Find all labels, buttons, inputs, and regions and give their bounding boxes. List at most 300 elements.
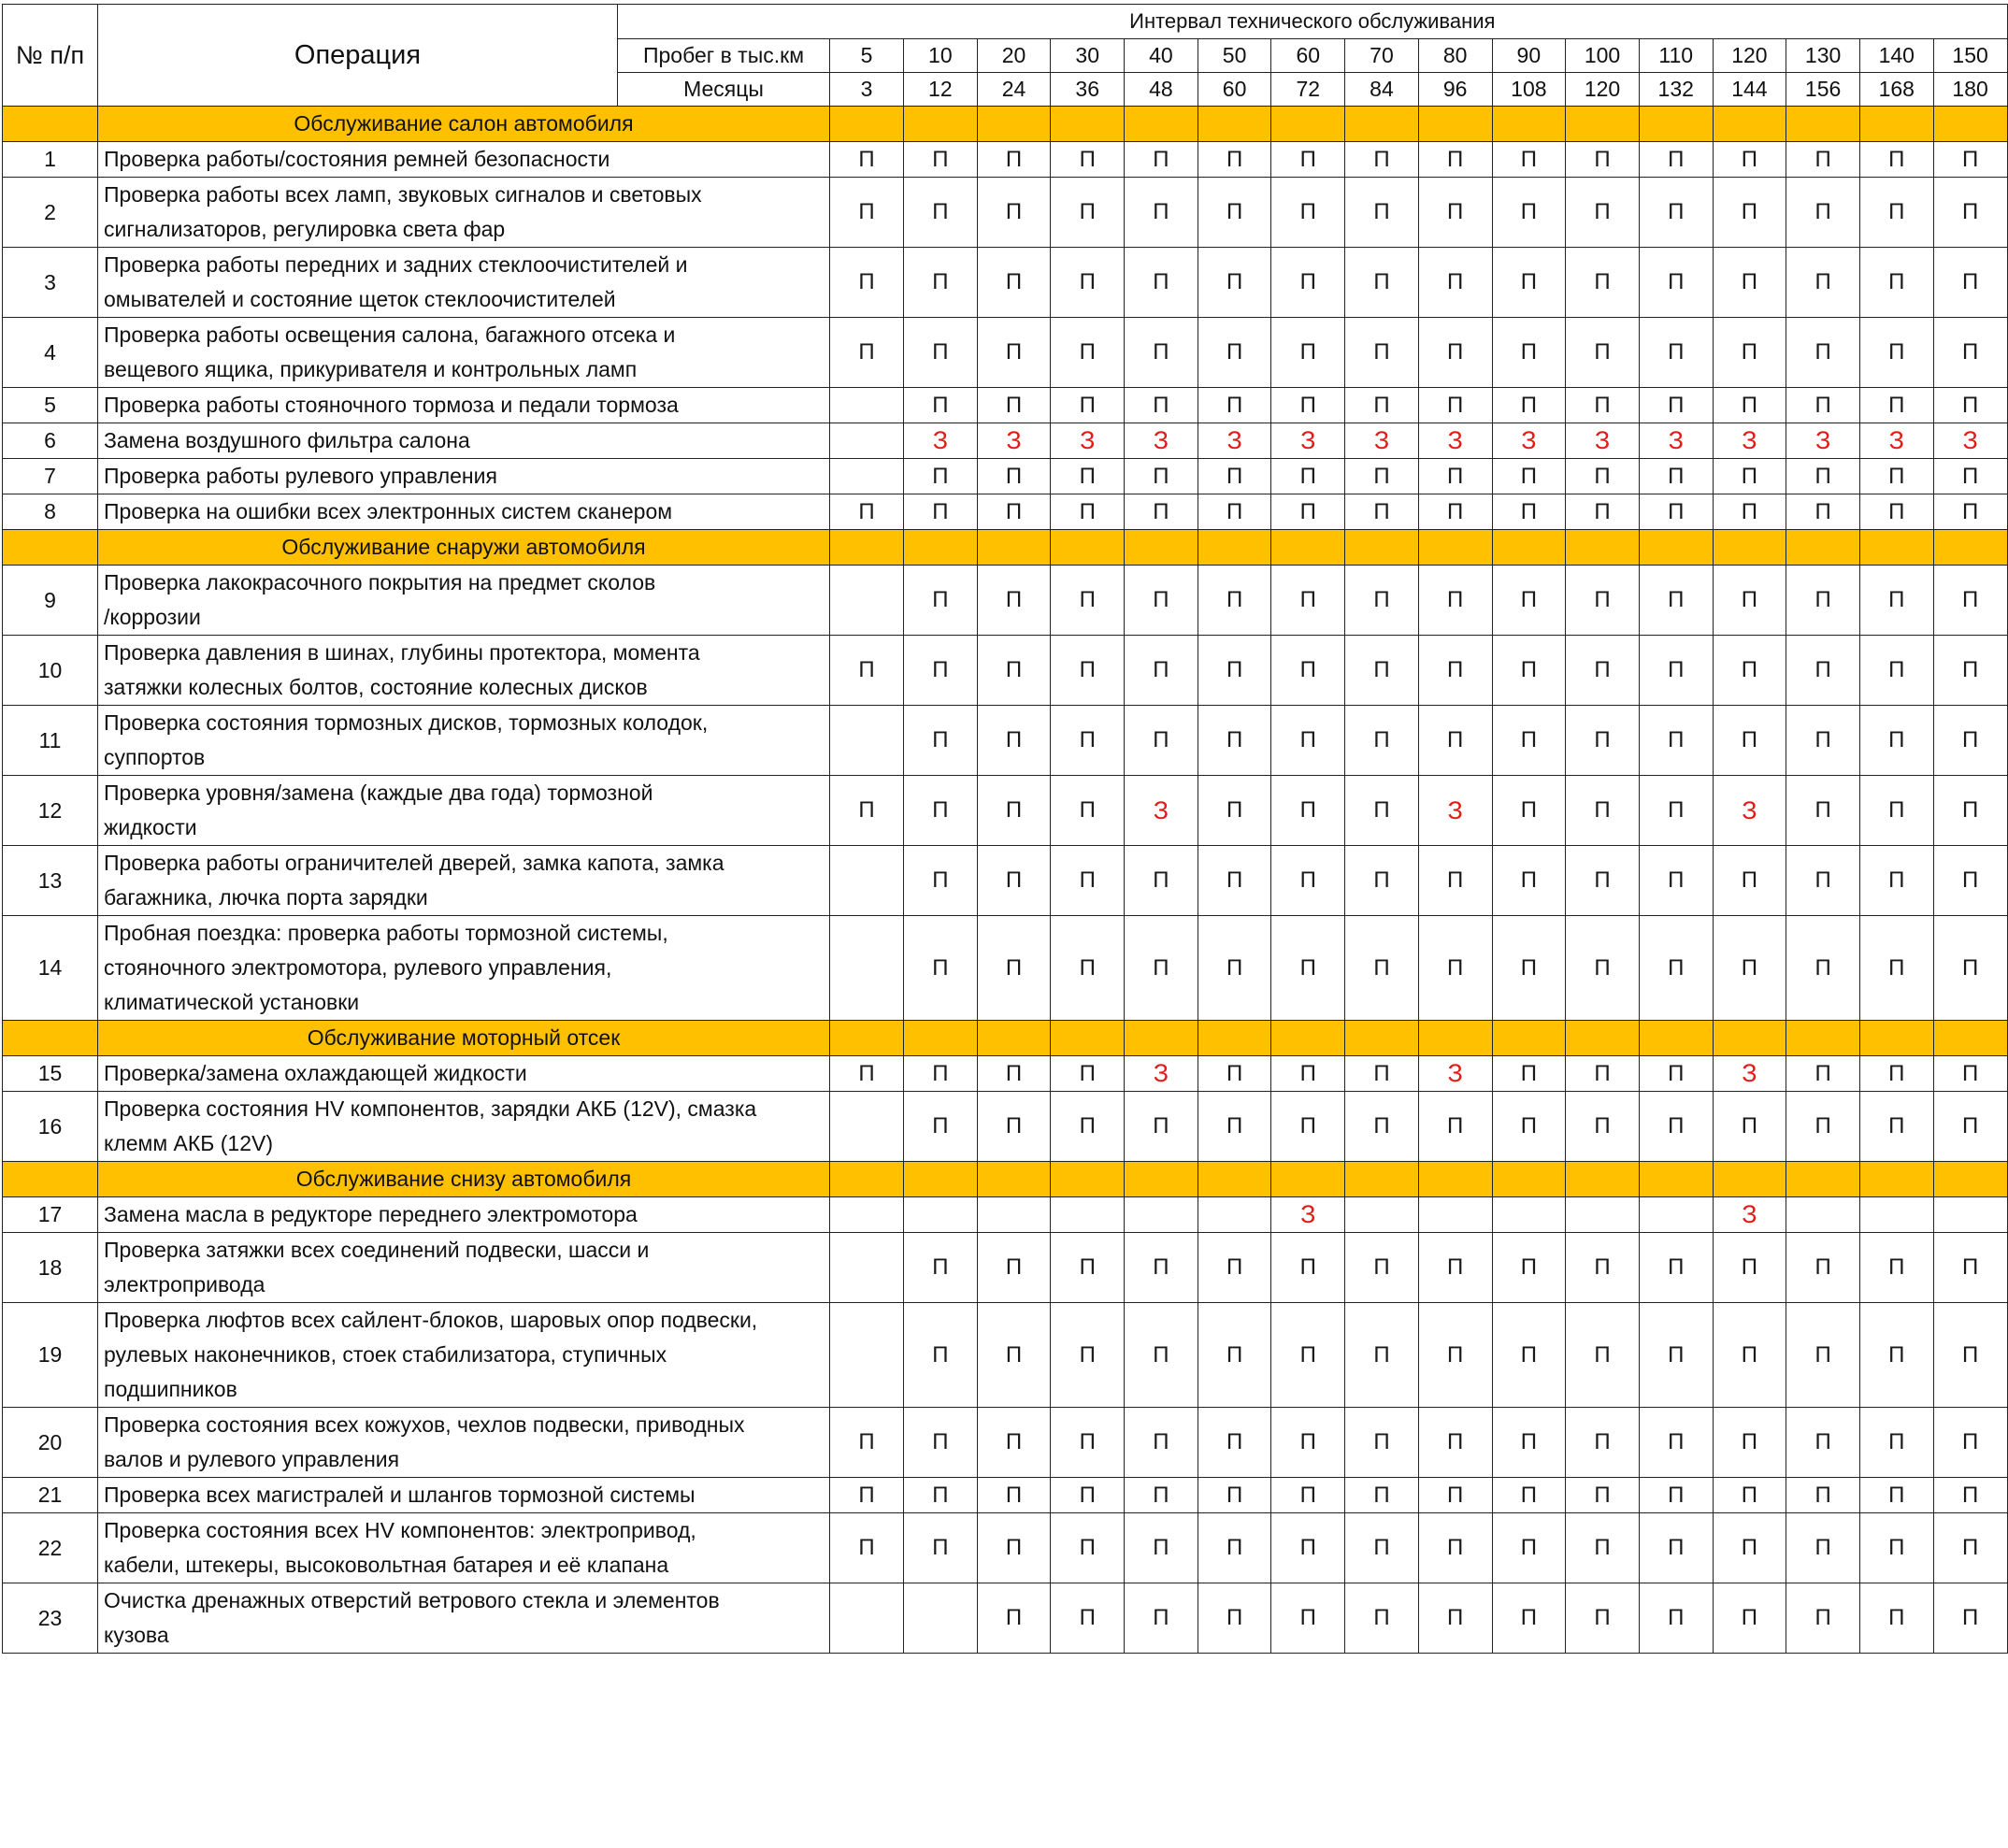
operation-cell xyxy=(98,423,830,459)
table-row xyxy=(3,494,2008,530)
check-mark: П xyxy=(1933,1056,2007,1092)
section-header-row xyxy=(3,1021,2008,1056)
section-fill-cell xyxy=(977,530,1051,566)
check-mark: П xyxy=(1418,566,1492,636)
mileage-value: 70 xyxy=(1345,39,1419,73)
operation-text-line: Очистка дренажных отверстий ветрового стекла и элементов xyxy=(104,1588,720,1612)
operation-text-line: Проверка затяжки всех соединений подвески, шасси и xyxy=(104,1238,650,1262)
check-mark: П xyxy=(1492,846,1566,916)
mileage-value: 40 xyxy=(1125,39,1198,73)
operation-column-header: Операция xyxy=(98,5,618,107)
check-mark: П xyxy=(1198,1583,1271,1654)
check-mark: П xyxy=(1713,1513,1786,1583)
mileage-value: 100 xyxy=(1566,39,1640,73)
operation-text-line: Проверка давления в шинах, глубины протектора, момента xyxy=(104,640,700,665)
check-mark: П xyxy=(1639,1092,1713,1162)
check-mark: П xyxy=(904,142,978,178)
check-mark: П xyxy=(1271,1408,1345,1478)
check-mark: П xyxy=(1051,706,1125,776)
check-mark: П xyxy=(1859,566,1933,636)
operation-cell xyxy=(98,1197,830,1233)
table-row xyxy=(3,1478,2008,1513)
section-title: Обслуживание моторный отсек xyxy=(98,1021,830,1056)
check-mark: П xyxy=(1639,1233,1713,1303)
check-mark: П xyxy=(1713,178,1786,248)
section-fill-cell xyxy=(1418,1021,1492,1056)
check-mark: П xyxy=(904,566,978,636)
check-mark: П xyxy=(830,494,904,530)
check-mark: П xyxy=(1639,248,1713,318)
section-fill-cell xyxy=(1271,1021,1345,1056)
months-value: 3 xyxy=(830,73,904,107)
table-row xyxy=(3,776,2008,846)
check-mark: П xyxy=(1713,1303,1786,1408)
check-mark: П xyxy=(1271,494,1345,530)
replace-mark: З xyxy=(1786,423,1860,459)
check-mark: П xyxy=(1859,1233,1933,1303)
check-mark: П xyxy=(1345,566,1419,636)
check-mark: П xyxy=(977,1056,1051,1092)
check-mark: П xyxy=(1271,388,1345,423)
check-mark: П xyxy=(1051,1092,1125,1162)
empty-cell xyxy=(1051,1197,1125,1233)
check-mark: П xyxy=(1271,142,1345,178)
check-mark: П xyxy=(1271,1056,1345,1092)
empty-cell xyxy=(830,1197,904,1233)
months-value: 48 xyxy=(1125,73,1198,107)
check-mark: П xyxy=(1639,142,1713,178)
empty-cell xyxy=(830,566,904,636)
mileage-value: 120 xyxy=(1713,39,1786,73)
check-mark: П xyxy=(1566,1303,1640,1408)
months-value: 12 xyxy=(904,73,978,107)
operation-text-line: Проверка на ошибки всех электронных систем сканером xyxy=(104,499,673,523)
check-mark: П xyxy=(830,1513,904,1583)
operation-text-line: Проверка работы всех ламп, звуковых сигналов и световых xyxy=(104,182,702,207)
empty-cell xyxy=(904,1197,978,1233)
operation-text-line: Проверка лакокрасочного покрытия на предмет сколов xyxy=(104,570,656,595)
check-mark: П xyxy=(1713,706,1786,776)
check-mark: П xyxy=(1198,1056,1271,1092)
check-mark: П xyxy=(830,636,904,706)
check-mark: П xyxy=(1786,1513,1860,1583)
check-mark: П xyxy=(1933,636,2007,706)
empty-cell xyxy=(977,1197,1051,1233)
empty-cell xyxy=(1566,1197,1640,1233)
check-mark: П xyxy=(1566,142,1640,178)
check-mark: П xyxy=(1786,1056,1860,1092)
operation-text-line: Проверка состояния HV компонентов, зарядки АКБ (12V), смазка xyxy=(104,1096,757,1121)
replace-mark: З xyxy=(1271,423,1345,459)
check-mark: П xyxy=(1051,178,1125,248)
section-header-row xyxy=(3,530,2008,566)
check-mark: П xyxy=(1492,178,1566,248)
check-mark: П xyxy=(1125,318,1198,388)
mileage-value: 80 xyxy=(1418,39,1492,73)
row-number: 22 xyxy=(3,1513,98,1583)
row-number: 9 xyxy=(3,566,98,636)
check-mark: П xyxy=(1125,1513,1198,1583)
check-mark: П xyxy=(1933,318,2007,388)
section-blank-cell xyxy=(3,1162,98,1197)
check-mark: П xyxy=(1418,916,1492,1021)
empty-cell xyxy=(830,388,904,423)
check-mark: П xyxy=(1933,1092,2007,1162)
table-row xyxy=(3,388,2008,423)
operation-cell xyxy=(98,1583,830,1654)
operation-text-line: вещевого ящика, прикуривателя и контрольных ламп xyxy=(104,357,638,381)
mileage-value: 5 xyxy=(830,39,904,73)
row-number: 8 xyxy=(3,494,98,530)
check-mark: П xyxy=(1418,1092,1492,1162)
months-value: 168 xyxy=(1859,73,1933,107)
check-mark: П xyxy=(1198,248,1271,318)
months-value: 96 xyxy=(1418,73,1492,107)
check-mark: П xyxy=(1271,1092,1345,1162)
check-mark: П xyxy=(1125,566,1198,636)
empty-cell xyxy=(830,459,904,494)
check-mark: П xyxy=(1492,248,1566,318)
check-mark: П xyxy=(1713,494,1786,530)
check-mark: П xyxy=(1786,636,1860,706)
check-mark: П xyxy=(1786,566,1860,636)
row-number: 11 xyxy=(3,706,98,776)
row-number: 15 xyxy=(3,1056,98,1092)
replace-mark: З xyxy=(1418,776,1492,846)
check-mark: П xyxy=(904,916,978,1021)
check-mark: П xyxy=(1639,636,1713,706)
check-mark: П xyxy=(1198,1303,1271,1408)
table-row xyxy=(3,1197,2008,1233)
section-fill-cell xyxy=(1859,107,1933,142)
check-mark: П xyxy=(1933,248,2007,318)
check-mark: П xyxy=(1418,1233,1492,1303)
empty-cell xyxy=(1786,1197,1860,1233)
check-mark: П xyxy=(1051,1478,1125,1513)
check-mark: П xyxy=(977,706,1051,776)
section-fill-cell xyxy=(1859,1162,1933,1197)
check-mark: П xyxy=(904,1303,978,1408)
number-column-header: № п/п xyxy=(3,5,98,107)
check-mark: П xyxy=(1418,706,1492,776)
section-fill-cell xyxy=(1051,1162,1125,1197)
check-mark: П xyxy=(1418,1303,1492,1408)
check-mark: П xyxy=(1639,1513,1713,1583)
months-value: 60 xyxy=(1198,73,1271,107)
check-mark: П xyxy=(1713,142,1786,178)
section-fill-cell xyxy=(1859,1021,1933,1056)
empty-cell xyxy=(830,1092,904,1162)
check-mark: П xyxy=(1345,459,1419,494)
empty-cell xyxy=(1933,1197,2007,1233)
mileage-value: 10 xyxy=(904,39,978,73)
empty-cell xyxy=(830,1233,904,1303)
operation-text-line: /коррозии xyxy=(104,605,201,629)
check-mark: П xyxy=(1345,1408,1419,1478)
check-mark: П xyxy=(1566,1478,1640,1513)
row-number: 17 xyxy=(3,1197,98,1233)
check-mark: П xyxy=(1566,566,1640,636)
mileage-value: 140 xyxy=(1859,39,1933,73)
mileage-value: 50 xyxy=(1198,39,1271,73)
mileage-label: Пробег в тыс.км xyxy=(618,39,830,73)
operation-text-line: багажника, лючка порта зарядки xyxy=(104,885,428,910)
check-mark: П xyxy=(1713,846,1786,916)
maintenance-table xyxy=(2,4,2008,1654)
months-label: Месяцы xyxy=(618,73,830,107)
check-mark: П xyxy=(1345,1233,1419,1303)
check-mark: П xyxy=(1345,388,1419,423)
section-header-row xyxy=(3,107,2008,142)
mileage-value: 20 xyxy=(977,39,1051,73)
check-mark: П xyxy=(1345,1092,1419,1162)
section-title: Обслуживание салон автомобиля xyxy=(98,107,830,142)
months-value: 36 xyxy=(1051,73,1125,107)
section-fill-cell xyxy=(977,1021,1051,1056)
table-row xyxy=(3,423,2008,459)
months-value: 72 xyxy=(1271,73,1345,107)
section-fill-cell xyxy=(1492,1021,1566,1056)
months-value: 144 xyxy=(1713,73,1786,107)
check-mark: П xyxy=(1198,636,1271,706)
check-mark: П xyxy=(1125,248,1198,318)
section-fill-cell xyxy=(1786,530,1860,566)
check-mark: П xyxy=(1713,459,1786,494)
operation-cell xyxy=(98,1303,830,1408)
check-mark: П xyxy=(1933,916,2007,1021)
section-title: Обслуживание снаружи автомобиля xyxy=(98,530,830,566)
check-mark: П xyxy=(1492,1583,1566,1654)
section-fill-cell xyxy=(1713,107,1786,142)
check-mark: П xyxy=(977,1408,1051,1478)
section-fill-cell xyxy=(977,107,1051,142)
check-mark: П xyxy=(1198,1233,1271,1303)
section-fill-cell xyxy=(830,1021,904,1056)
check-mark: П xyxy=(1492,142,1566,178)
table-row xyxy=(3,178,2008,248)
check-mark: П xyxy=(904,1478,978,1513)
operation-text-line: Проверка работы/состояния ремней безопасности xyxy=(104,147,610,171)
check-mark: П xyxy=(1345,916,1419,1021)
section-fill-cell xyxy=(1786,1021,1860,1056)
section-fill-cell xyxy=(904,1021,978,1056)
operation-text-line: Проверка всех магистралей и шлангов тормозной системы xyxy=(104,1483,696,1507)
section-fill-cell xyxy=(830,107,904,142)
section-fill-cell xyxy=(1566,107,1640,142)
check-mark: П xyxy=(1418,459,1492,494)
check-mark: П xyxy=(1125,1478,1198,1513)
check-mark: П xyxy=(1125,636,1198,706)
check-mark: П xyxy=(1639,916,1713,1021)
check-mark: П xyxy=(1345,318,1419,388)
operation-cell xyxy=(98,916,830,1021)
check-mark: П xyxy=(1418,1408,1492,1478)
check-mark: П xyxy=(1786,318,1860,388)
row-number: 6 xyxy=(3,423,98,459)
check-mark: П xyxy=(1713,1408,1786,1478)
check-mark: П xyxy=(977,248,1051,318)
replace-mark: З xyxy=(1198,423,1271,459)
check-mark: П xyxy=(1639,776,1713,846)
section-fill-cell xyxy=(1345,107,1419,142)
check-mark: П xyxy=(1345,1583,1419,1654)
check-mark: П xyxy=(1566,636,1640,706)
check-mark: П xyxy=(1051,1583,1125,1654)
check-mark: П xyxy=(1198,1408,1271,1478)
check-mark: П xyxy=(1198,776,1271,846)
months-value: 120 xyxy=(1566,73,1640,107)
check-mark: П xyxy=(1051,459,1125,494)
check-mark: П xyxy=(1051,776,1125,846)
operation-cell xyxy=(98,1056,830,1092)
operation-text-line: рулевых наконечников, стоек стабилизатора, ступичных xyxy=(104,1342,667,1367)
check-mark: П xyxy=(1639,459,1713,494)
check-mark: П xyxy=(1345,248,1419,318)
check-mark: П xyxy=(1198,318,1271,388)
operation-text-line: Проверка люфтов всех сайлент-блоков, шаровых опор подвески, xyxy=(104,1308,758,1332)
check-mark: П xyxy=(1786,1092,1860,1162)
section-fill-cell xyxy=(1786,107,1860,142)
check-mark: П xyxy=(977,1303,1051,1408)
row-number: 2 xyxy=(3,178,98,248)
operation-text-line: Проверка работы ограничителей дверей, замка капота, замка xyxy=(104,851,724,875)
row-number: 12 xyxy=(3,776,98,846)
check-mark: П xyxy=(1492,916,1566,1021)
check-mark: П xyxy=(1639,494,1713,530)
check-mark: П xyxy=(1859,318,1933,388)
check-mark: П xyxy=(977,1478,1051,1513)
check-mark: П xyxy=(1271,1233,1345,1303)
operation-cell xyxy=(98,706,830,776)
check-mark: П xyxy=(977,1583,1051,1654)
check-mark: П xyxy=(830,142,904,178)
replace-mark: З xyxy=(1418,1056,1492,1092)
check-mark: П xyxy=(1786,706,1860,776)
check-mark: П xyxy=(1345,178,1419,248)
section-fill-cell xyxy=(830,530,904,566)
replace-mark: З xyxy=(1051,423,1125,459)
operation-text-line: сигнализаторов, регулировка света фар xyxy=(104,217,506,241)
check-mark: П xyxy=(1345,1513,1419,1583)
operation-cell xyxy=(98,248,830,318)
operation-cell xyxy=(98,776,830,846)
check-mark: П xyxy=(1713,1583,1786,1654)
table-row xyxy=(3,1513,2008,1583)
section-fill-cell xyxy=(1198,1162,1271,1197)
check-mark: П xyxy=(977,142,1051,178)
check-mark: П xyxy=(1639,1408,1713,1478)
replace-mark: З xyxy=(1418,423,1492,459)
check-mark: П xyxy=(1125,1233,1198,1303)
check-mark: П xyxy=(1271,178,1345,248)
row-number: 13 xyxy=(3,846,98,916)
operation-text-line: климатической установки xyxy=(104,990,360,1014)
check-mark: П xyxy=(1125,494,1198,530)
table-row xyxy=(3,1056,2008,1092)
check-mark: П xyxy=(1198,566,1271,636)
check-mark: П xyxy=(904,1056,978,1092)
empty-cell xyxy=(1125,1197,1198,1233)
check-mark: П xyxy=(1933,178,2007,248)
check-mark: П xyxy=(1713,388,1786,423)
check-mark: П xyxy=(1713,566,1786,636)
check-mark: П xyxy=(1933,776,2007,846)
months-value: 84 xyxy=(1345,73,1419,107)
check-mark: П xyxy=(1933,566,2007,636)
check-mark: П xyxy=(1786,1233,1860,1303)
check-mark: П xyxy=(1125,706,1198,776)
check-mark: П xyxy=(1418,142,1492,178)
empty-cell xyxy=(1198,1197,1271,1233)
check-mark: П xyxy=(1198,706,1271,776)
check-mark: П xyxy=(1271,1583,1345,1654)
section-blank-cell xyxy=(3,530,98,566)
row-number: 10 xyxy=(3,636,98,706)
check-mark: П xyxy=(1125,846,1198,916)
check-mark: П xyxy=(1786,1408,1860,1478)
check-mark: П xyxy=(1125,142,1198,178)
section-fill-cell xyxy=(1418,1162,1492,1197)
empty-cell xyxy=(1492,1197,1566,1233)
check-mark: П xyxy=(1271,1478,1345,1513)
row-number: 5 xyxy=(3,388,98,423)
check-mark: П xyxy=(1418,846,1492,916)
check-mark: П xyxy=(1125,1408,1198,1478)
check-mark: П xyxy=(1051,636,1125,706)
operation-cell xyxy=(98,1092,830,1162)
check-mark: П xyxy=(1859,142,1933,178)
mileage-value: 110 xyxy=(1639,39,1713,73)
check-mark: П xyxy=(1492,459,1566,494)
check-mark: П xyxy=(1051,142,1125,178)
check-mark: П xyxy=(1345,706,1419,776)
row-number: 14 xyxy=(3,916,98,1021)
check-mark: П xyxy=(1125,388,1198,423)
months-value: 24 xyxy=(977,73,1051,107)
check-mark: П xyxy=(1271,459,1345,494)
operation-cell xyxy=(98,459,830,494)
check-mark: П xyxy=(1859,636,1933,706)
check-mark: П xyxy=(1492,636,1566,706)
check-mark: П xyxy=(1271,1303,1345,1408)
check-mark: П xyxy=(830,1056,904,1092)
check-mark: П xyxy=(1933,459,2007,494)
check-mark: П xyxy=(1786,1583,1860,1654)
empty-cell xyxy=(1418,1197,1492,1233)
section-fill-cell xyxy=(1492,107,1566,142)
check-mark: П xyxy=(1859,248,1933,318)
check-mark: П xyxy=(1418,636,1492,706)
check-mark: П xyxy=(1933,494,2007,530)
row-number: 1 xyxy=(3,142,98,178)
operation-cell xyxy=(98,566,830,636)
replace-mark: З xyxy=(1859,423,1933,459)
check-mark: П xyxy=(1859,1303,1933,1408)
check-mark: П xyxy=(1345,494,1419,530)
check-mark: П xyxy=(1418,178,1492,248)
empty-cell xyxy=(830,846,904,916)
replace-mark: З xyxy=(1713,776,1786,846)
check-mark: П xyxy=(977,776,1051,846)
section-fill-cell xyxy=(1859,530,1933,566)
check-mark: П xyxy=(904,178,978,248)
check-mark: П xyxy=(977,846,1051,916)
check-mark: П xyxy=(1051,916,1125,1021)
check-mark: П xyxy=(1859,494,1933,530)
check-mark: П xyxy=(1713,248,1786,318)
section-fill-cell xyxy=(1271,1162,1345,1197)
operation-text-line: Замена воздушного фильтра салона xyxy=(104,428,470,452)
